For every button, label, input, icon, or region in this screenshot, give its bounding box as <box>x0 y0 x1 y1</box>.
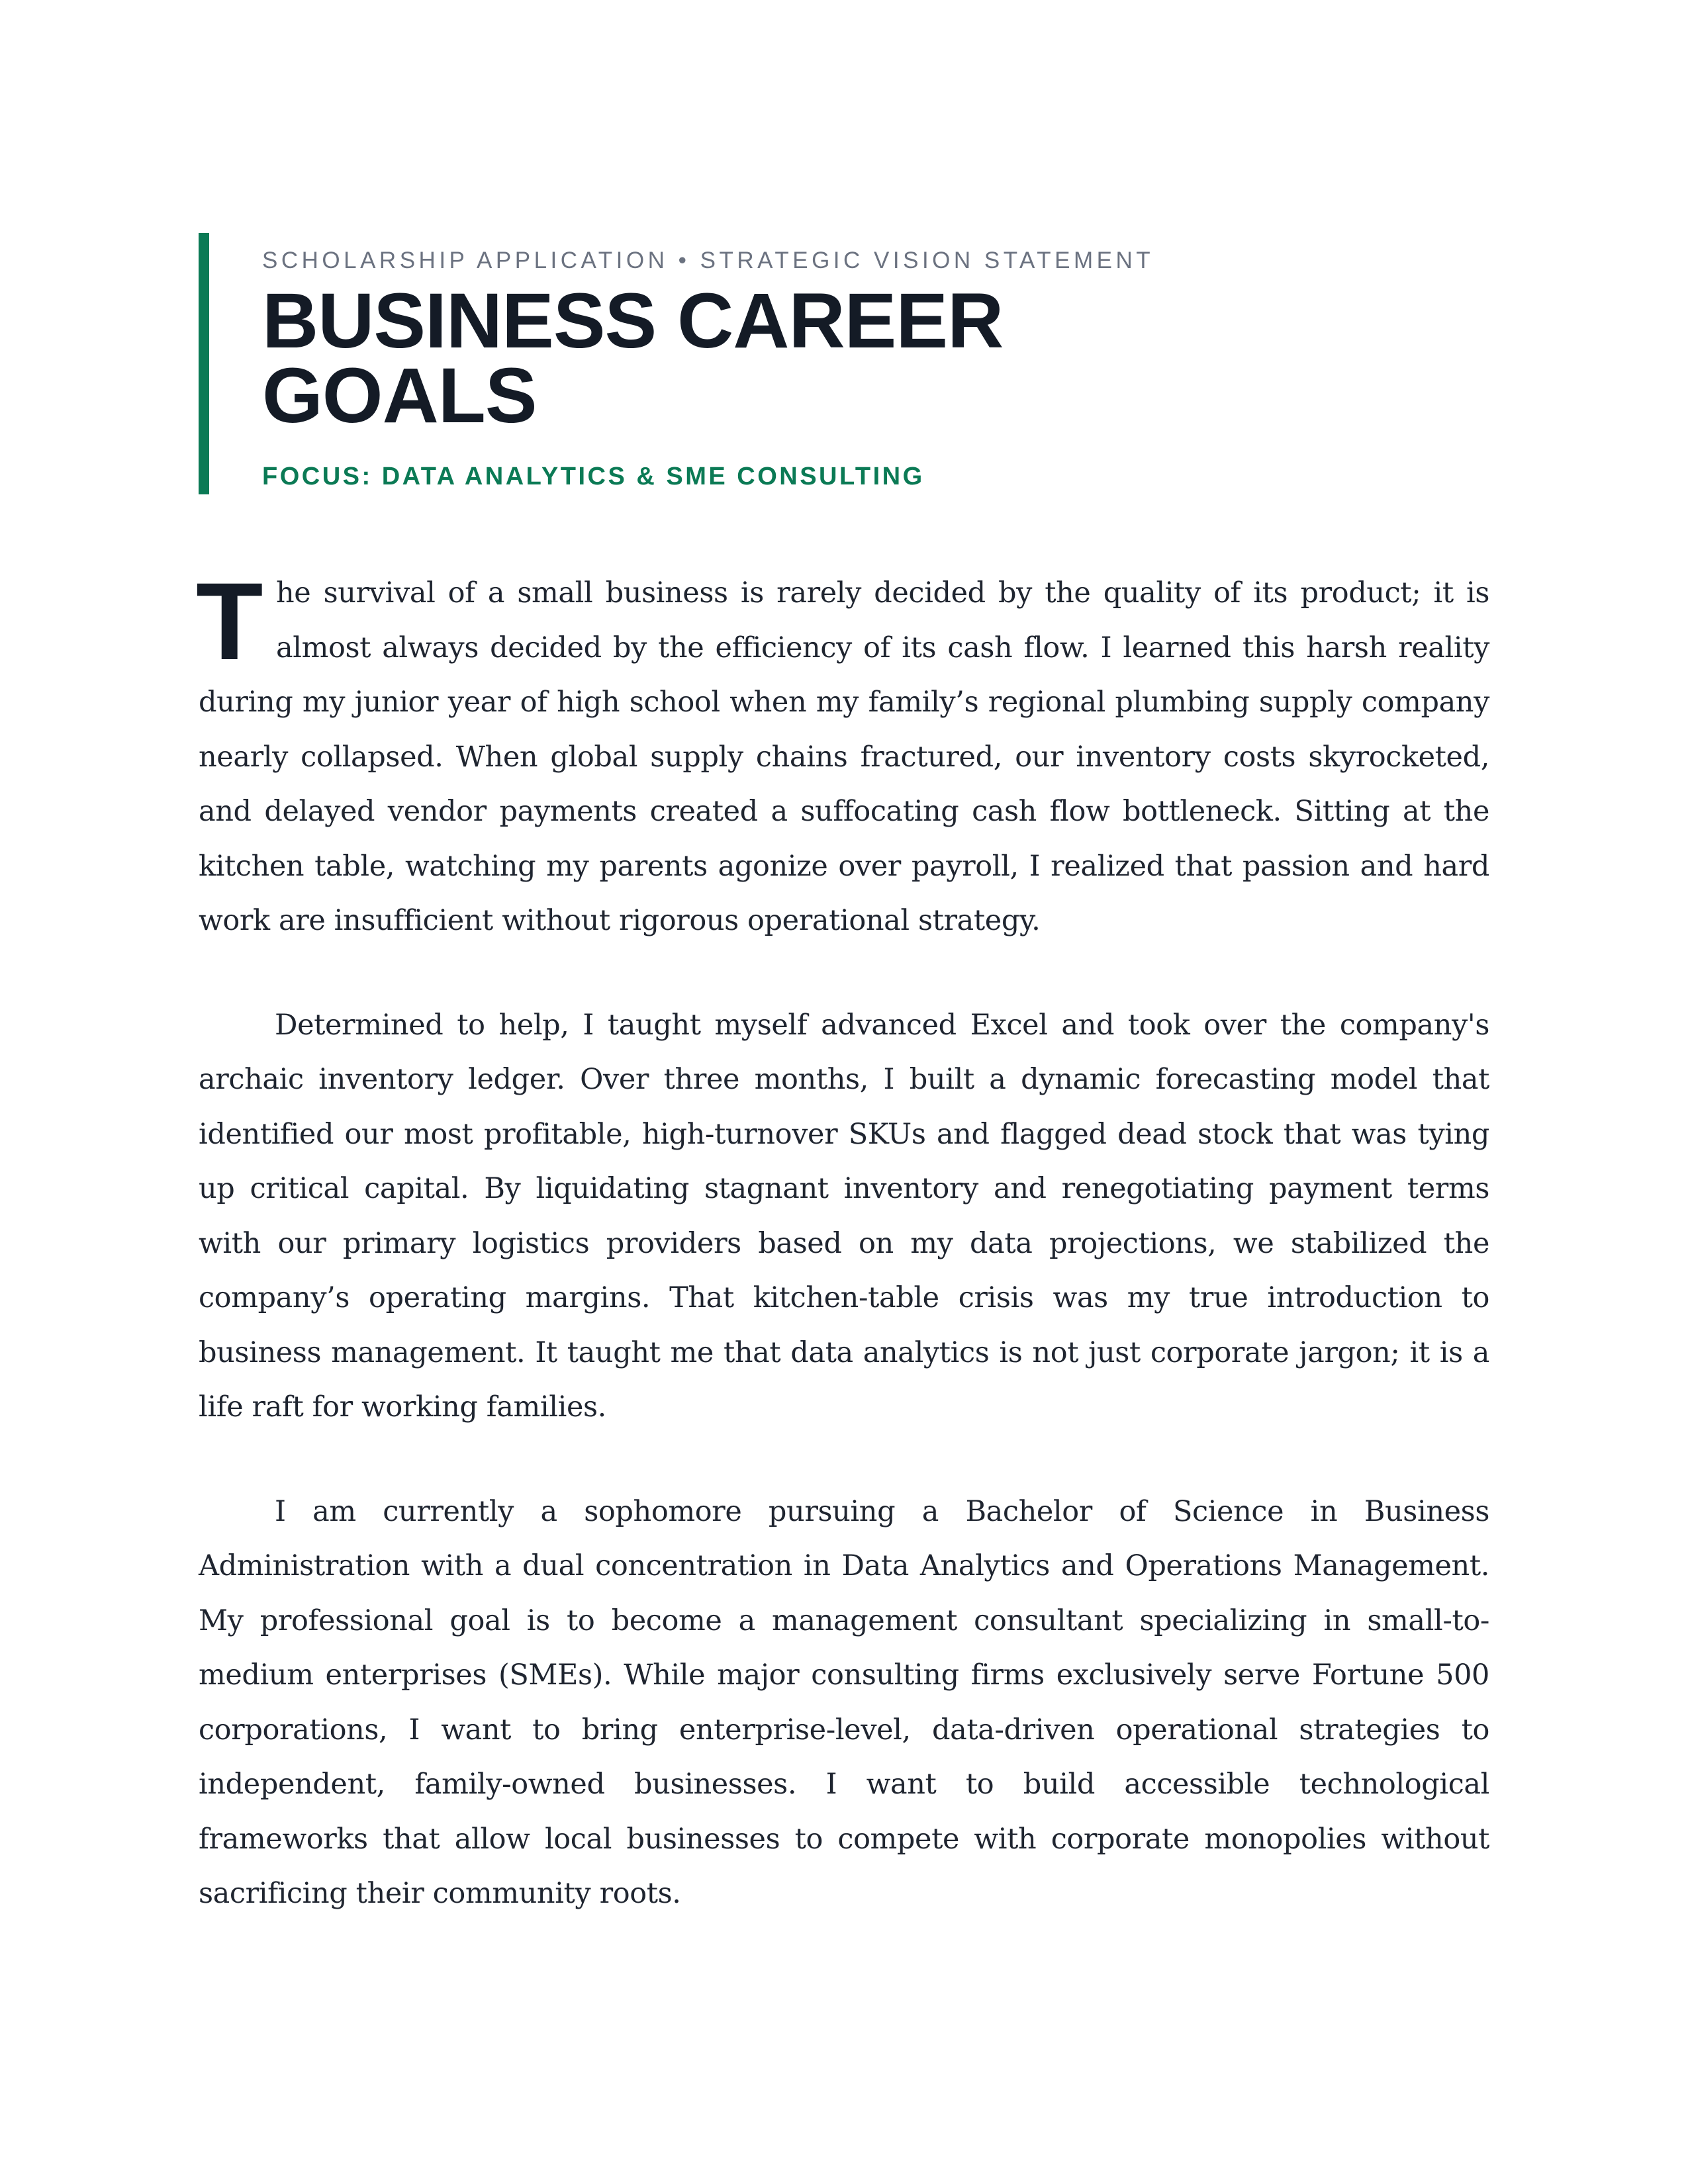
header-block <box>199 233 1489 494</box>
paragraph-1-text: he survival of a small business is rarely decided by the quality of its product; it is almost always decided by the efficiency of its cash flow. I learned this harsh reality during my junior year of high school when my family’s regional plumbing supply company nearly collapsed. When global supply chains fractured, our inventory costs skyrocketed, and delayed vendor payments created a suffocating cash flow bottleneck. Sitting at the kitchen table, watching my parents agonize over payroll, I realized that passion and hard work are insufficient without rigorous operational strategy. <box>199 576 1489 937</box>
paragraph-3: I am currently a sophomore pursuing a Bachelor of Science in Business Administration with a dual concentration in Data Analytics and Operations Management. My professional goal is to become a management consultant specializing in small-to-medium enterprises (SMEs). While major consulting firms exclusively serve Fortune 500 corporations, I want to bring enterprise-level, data-driven operational strategies to independent, family-owned businesses. I want to build accessible technological frameworks that allow local businesses to compete with corporate monopolies without sacrificing their community roots. <box>199 1494 1489 1910</box>
page-title <box>262 277 1056 439</box>
paragraph-2: Determined to help, I taught myself advanced Excel and took over the company's archaic inventory ledger. Over three months, I built a dynamic forecasting model that identified our most profitable, high-turnover SKUs and flagged dead stock that was tying up critical capital. By liquidating stagnant inventory and renegotiating payment terms with our primary logistics providers based on my data projections, we stabilized the company’s operating margins. That kitchen-table crisis was my true introduction to business management. It taught me that data analytics is not just corporate jargon; it is a life raft for working families. <box>199 1008 1489 1424</box>
drop-cap: T <box>196 561 263 683</box>
page-title-line-1: BUSINESS CAREER <box>262 277 1004 365</box>
page-title-line-2: GOALS <box>262 352 537 439</box>
focus-subtitle: FOCUS: DATA ANALYTICS & SME CONSULTING <box>262 463 925 490</box>
paragraph-1 <box>196 561 1489 948</box>
eyebrow-label: SCHOLARSHIP APPLICATION • STRATEGIC VISION STATEMENT <box>262 248 1154 273</box>
document-page <box>196 233 1489 1971</box>
essay-body <box>196 561 1489 1921</box>
